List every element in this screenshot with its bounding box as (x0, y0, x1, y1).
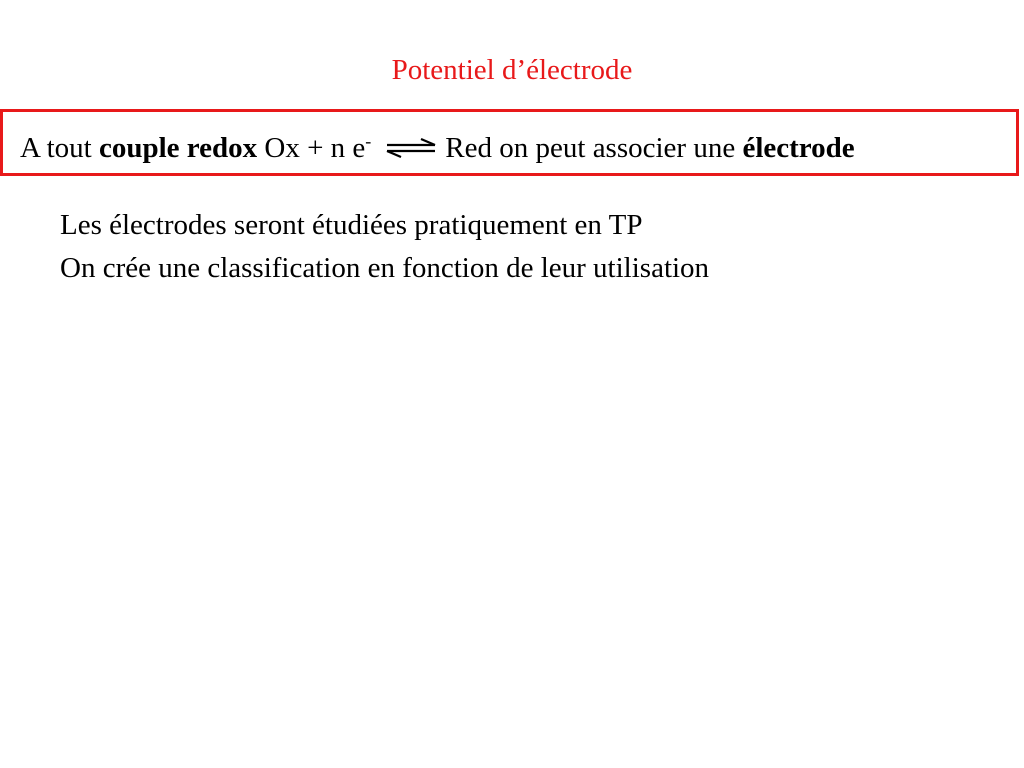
term-couple-redox: couple redox (98, 132, 258, 164)
equilibrium-arrows-icon (385, 138, 437, 158)
definition-prefix: A tout (20, 132, 99, 164)
definition-text (20, 128, 855, 168)
body-line-2: On crée une classification en fonction de leur utilisation (60, 252, 710, 284)
electron-charge: - (365, 131, 372, 151)
slide-title: Potentiel d’électrode (391, 54, 633, 86)
term-electrode: électrode (742, 132, 855, 164)
body-line-1: Les électrodes seront étudiées pratiquement en TP (60, 209, 643, 241)
body-text (60, 204, 709, 290)
reaction-left: Ox + n e (257, 132, 366, 164)
reaction-right: Red on peut associer une (445, 132, 743, 164)
